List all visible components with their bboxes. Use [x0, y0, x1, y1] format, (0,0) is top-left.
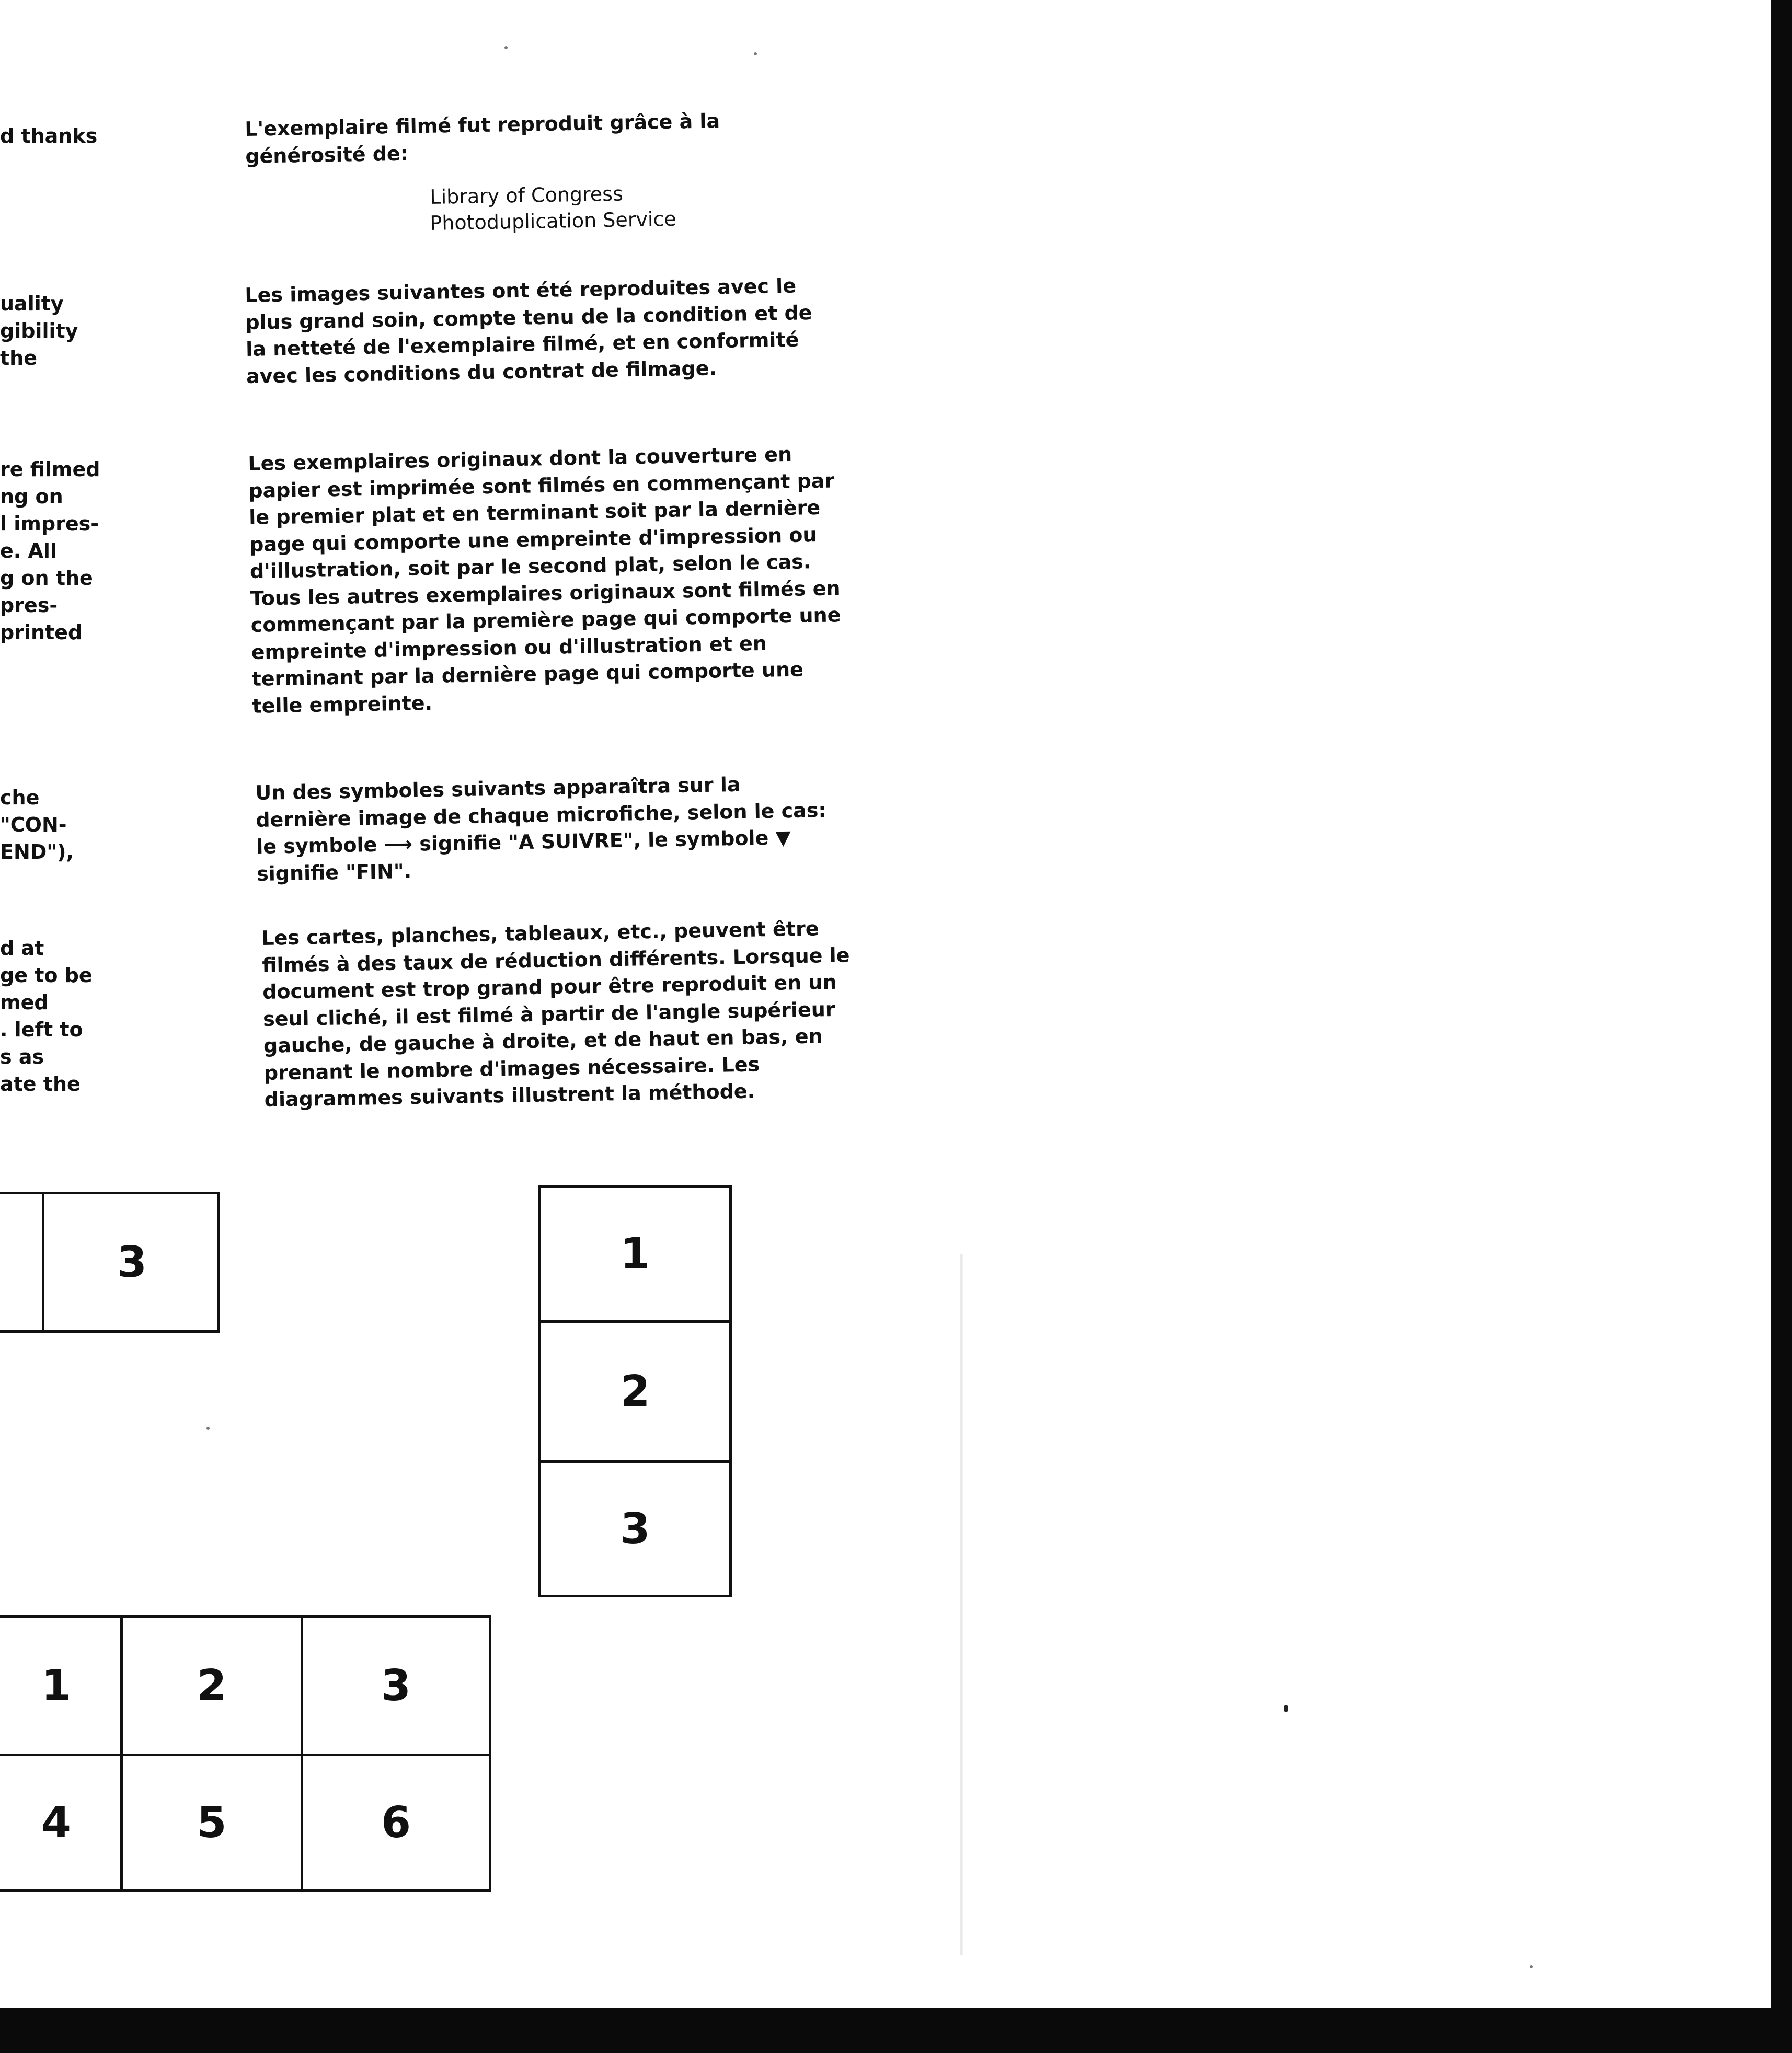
- english-fragment-19: s as: [0, 1045, 44, 1068]
- english-fragment-8: e. All: [0, 539, 57, 562]
- english-fragment-10: pres-: [0, 594, 58, 617]
- french-intro: L'exemplaire filmé fut reproduit grâce à la générosité de:: [245, 109, 720, 168]
- english-fragment-20: ate the: [0, 1072, 81, 1095]
- scan-border-right: [1771, 0, 1792, 2053]
- french-para-order: Les exemplaires originaux dont la couverture en papier est imprimée sont filmés en commençant par le premier plat et en terminant soit par la dernière page qui comporte une empreinte d'impression ou d'illustration, soit par le second plat, selon le cas. Tous les autres exemplaires originaux sont filmés en commençant par la première page qui comporte une empreinte d'impression ou d'illustration et en terminant par la dernière page qui comporte une telle empreinte.: [248, 442, 841, 718]
- diagram-vertical: [538, 1185, 732, 1597]
- library-service: Photoduplication Service: [430, 207, 677, 235]
- scan-speck: [504, 46, 508, 49]
- diagram-vertical-cell-3: 3: [620, 1504, 650, 1554]
- french-para-symbols: Un des symboles suivants apparaîtra sur la dernière image de chaque microfiche, selon le cas: le symbole ⟶ signifie "A SUIVRE", le symbole ▼ signifie "FIN".: [255, 772, 827, 885]
- library-name: Library of Congress: [430, 182, 624, 209]
- english-fragment-3: gibility: [0, 319, 78, 342]
- english-fragment-15: d at: [0, 937, 44, 960]
- diagram-horizontal-partial: [0, 1192, 220, 1333]
- scan-speck: [1530, 1965, 1533, 1968]
- english-fragment-2: uality: [0, 292, 64, 315]
- scan-border-bottom: [0, 2008, 1792, 2053]
- english-fragment-9: g on the: [0, 567, 93, 590]
- diagram-grid-cell-4: 4: [41, 1798, 72, 1848]
- french-para-maps: Les cartes, planches, tableaux, etc., peuvent être filmés à des taux de réduction différents. Lorsque le document est trop grand pour être reproduit en un seul cliché, il est filmé à partir de l'angle supérieur gauche, de gauche à droite, et de haut en bas, en prenant le nombre d'images nécessaire. Les diagrammes suivants illustrent la méthode.: [261, 917, 850, 1111]
- diagram-grid-cell-2: 2: [120, 1618, 301, 1756]
- french-para-quality: Les images suivantes ont été reproduites avec le plus grand soin, compte tenu de la condition et de la netteté de l'exemplaire filmé, et en conformité avec les conditions du contrat de filmage.: [245, 274, 812, 388]
- diagram-vertical-cell-1: 1: [541, 1188, 729, 1323]
- english-fragment-11: printed: [0, 621, 83, 644]
- diagram-grid-cell-5: 5: [120, 1756, 301, 1889]
- scan-speck: [1284, 1705, 1288, 1712]
- diagram-grid-cell-6: 6: [301, 1756, 489, 1889]
- english-fragment-17: med: [0, 991, 49, 1014]
- scan-speck: [206, 1427, 210, 1430]
- english-fragment-18: . left to: [0, 1018, 83, 1041]
- diagram-grid-cell-3: 3: [301, 1618, 489, 1756]
- english-fragment-14: END"),: [0, 840, 74, 863]
- english-fragment-5: re filmed: [0, 458, 100, 481]
- english-fragment-16: ge to be: [0, 964, 93, 987]
- english-fragment-4: the: [0, 347, 37, 370]
- diagram-cell-3: 3: [42, 1194, 220, 1330]
- english-fragment-13: "CON-: [0, 813, 67, 836]
- diagram-grid-cell-1: 1: [0, 1618, 120, 1756]
- english-fragment-7: l impres-: [0, 512, 99, 535]
- english-fragment-12: che: [0, 786, 40, 809]
- english-fragment-6: ng on: [0, 485, 63, 508]
- diagram-grid-2x3: [0, 1615, 491, 1892]
- diagram-vertical-cell-2: 2: [541, 1323, 729, 1463]
- page-fold-shadow: [960, 1254, 963, 1955]
- english-fragment-1: d thanks: [0, 124, 98, 147]
- scan-speck: [754, 52, 757, 55]
